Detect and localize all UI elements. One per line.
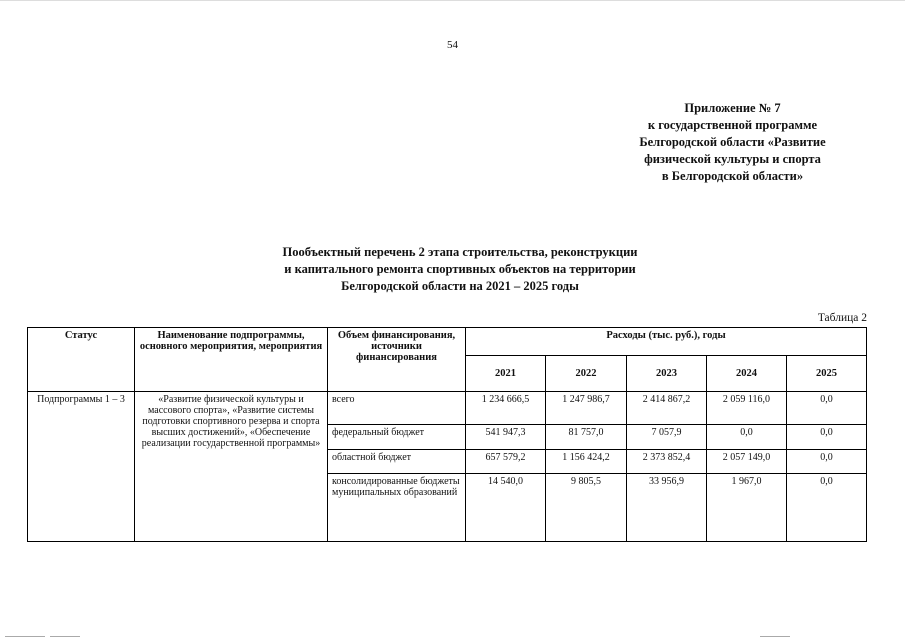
- source-cell: всего: [328, 392, 466, 425]
- scan-mark: [5, 636, 45, 637]
- value-cell: 14 540,0: [466, 474, 546, 542]
- value-cell: 0,0: [787, 474, 867, 542]
- value-cell: 33 956,9: [627, 474, 707, 542]
- value-cell: 1 967,0: [707, 474, 787, 542]
- value-cell: 0,0: [787, 392, 867, 425]
- value-cell: 0,0: [707, 425, 787, 450]
- scan-mark: [50, 636, 80, 637]
- title-line: и капитального ремонта спортивных объектов на территории: [284, 262, 636, 276]
- value-cell: 1 234 666,5: [466, 392, 546, 425]
- table-label: Таблица 2: [817, 312, 867, 324]
- value-cell: 81 757,0: [546, 425, 627, 450]
- appendix-heading: [600, 100, 865, 185]
- value-cell: 2 373 852,4: [627, 450, 707, 474]
- title-line: Пообъектный перечень 2 этапа строительства, реконструкции: [282, 245, 638, 259]
- value-cell: 1 247 986,7: [546, 392, 627, 425]
- header-source: Объем финансирования, источники финансирования: [328, 328, 466, 392]
- header-year: 2021: [466, 356, 546, 392]
- header-year: 2024: [707, 356, 787, 392]
- source-cell: областной бюджет: [328, 450, 466, 474]
- header-status: Статус: [28, 328, 135, 392]
- appendix-line: к государственной программе: [647, 118, 818, 132]
- header-year: 2022: [546, 356, 627, 392]
- scan-mark: [760, 636, 790, 637]
- program-name-cell: «Развитие физической культуры и массового спорта», «Развитие системы подготовки спортивного резерва и спорта высших достижений», «Обеспечение реализации государственной программы»: [135, 392, 328, 542]
- source-cell: консолидированные бюджеты муниципальных образований: [328, 474, 466, 542]
- appendix-line: Приложение № 7: [684, 101, 781, 115]
- page-number: 54: [447, 39, 458, 51]
- header-name: Наименование подпрограммы, основного мероприятия, мероприятия: [135, 328, 328, 392]
- header-year: 2025: [787, 356, 867, 392]
- value-cell: 7 057,9: [627, 425, 707, 450]
- appendix-line: физической культуры и спорта: [644, 152, 821, 166]
- value-cell: 657 579,2: [466, 450, 546, 474]
- header-expenses: Расходы (тыс. руб.), годы: [466, 328, 867, 356]
- value-cell: 2 059 116,0: [707, 392, 787, 425]
- value-cell: 2 057 149,0: [707, 450, 787, 474]
- title-line: Белгородской области на 2021 – 2025 годы: [341, 279, 579, 293]
- source-cell: федеральный бюджет: [328, 425, 466, 450]
- value-cell: 0,0: [787, 450, 867, 474]
- value-cell: 541 947,3: [466, 425, 546, 450]
- appendix-line: в Белгородской области»: [661, 169, 804, 183]
- appendix-line: Белгородской области «Развитие: [639, 135, 826, 149]
- table-row: [28, 392, 867, 425]
- header-year: 2023: [627, 356, 707, 392]
- value-cell: 1 156 424,2: [546, 450, 627, 474]
- value-cell: 9 805,5: [546, 474, 627, 542]
- financing-table: [27, 327, 867, 542]
- document-title: [190, 244, 730, 295]
- value-cell: 2 414 867,2: [627, 392, 707, 425]
- scan-mark: [0, 0, 905, 1]
- status-cell: Подпрограммы 1 – 3: [28, 392, 135, 542]
- header-row: [28, 328, 867, 356]
- value-cell: 0,0: [787, 425, 867, 450]
